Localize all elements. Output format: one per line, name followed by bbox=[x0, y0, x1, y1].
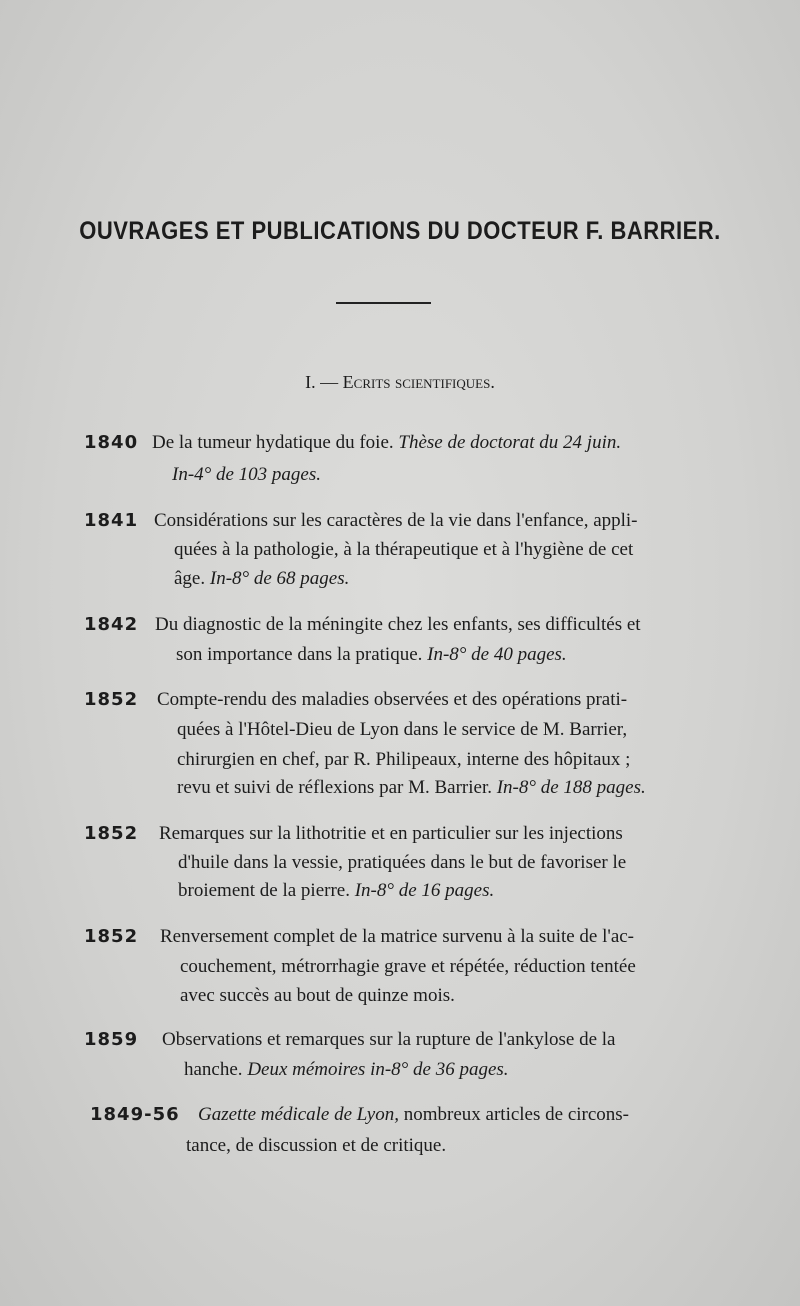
entry-line: quées à la pathologie, à la thérapeutique et à l'hygiène de cet bbox=[174, 539, 634, 560]
entry-year: 1849-56 bbox=[90, 1104, 180, 1125]
entry-line: Remarques sur la lithotritie et en particulier sur les injections bbox=[159, 823, 623, 844]
entry-line: Compte-rendu des maladies observées et des opérations prati- bbox=[157, 689, 628, 710]
entry-year: 1852 bbox=[84, 926, 139, 947]
title-rule bbox=[336, 302, 431, 304]
entry-line: hanche. Deux mémoires in-8° de 36 pages. bbox=[184, 1059, 509, 1080]
section-label: Ecrits scientifiques. bbox=[342, 372, 495, 392]
page-title: OUVRAGES ET PUBLICATIONS DU DOCTEUR F. BARRIER. bbox=[79, 216, 721, 245]
entry-line: broiement de la pierre. In-8° de 16 pages. bbox=[178, 880, 495, 901]
section-heading bbox=[0, 372, 800, 393]
entry-year: 1841 bbox=[84, 510, 139, 531]
entry-line: couchement, métrorrhagie grave et répétée, réduction tentée bbox=[180, 956, 636, 977]
entry-year: 1852 bbox=[84, 689, 139, 710]
entry-line: âge. In-8° de 68 pages. bbox=[174, 568, 350, 589]
entry-line: d'huile dans la vessie, pratiquées dans le but de favoriser le bbox=[178, 852, 627, 873]
entry-line: Considérations sur les caractères de la vie dans l'enfance, appli- bbox=[154, 510, 638, 531]
entry-line: Gazette médicale de Lyon, nombreux articles de circons- bbox=[198, 1104, 630, 1125]
section-number: I. — bbox=[305, 372, 339, 392]
entry-year: 1859 bbox=[84, 1029, 139, 1050]
entry-line: tance, de discussion et de critique. bbox=[186, 1135, 447, 1156]
entry-line: Du diagnostic de la méningite chez les enfants, ses difficultés et bbox=[155, 614, 641, 635]
entry-line: revu et suivi de réflexions par M. Barrier. In-8° de 188 pages. bbox=[177, 777, 646, 798]
entry-line: De la tumeur hydatique du foie. Thèse de doctorat du 24 juin. bbox=[152, 432, 622, 453]
entry-year: 1852 bbox=[84, 823, 139, 844]
entry-line: Renversement complet de la matrice survenu à la suite de l'ac- bbox=[160, 926, 635, 947]
entry-line: In-4° de 103 pages. bbox=[172, 464, 322, 485]
entry-year: 1842 bbox=[84, 614, 139, 635]
entry-line: avec succès au bout de quinze mois. bbox=[180, 985, 455, 1006]
entry-line: chirurgien en chef, par R. Philipeaux, interne des hôpitaux ; bbox=[177, 749, 631, 770]
entry-year: 1840 bbox=[84, 432, 139, 453]
entry-line: son importance dans la pratique. In-8° de 40 pages. bbox=[176, 644, 567, 665]
entry-line: quées à l'Hôtel-Dieu de Lyon dans le service de M. Barrier, bbox=[177, 719, 628, 740]
entry-line: Observations et remarques sur la rupture de l'ankylose de la bbox=[162, 1029, 616, 1050]
